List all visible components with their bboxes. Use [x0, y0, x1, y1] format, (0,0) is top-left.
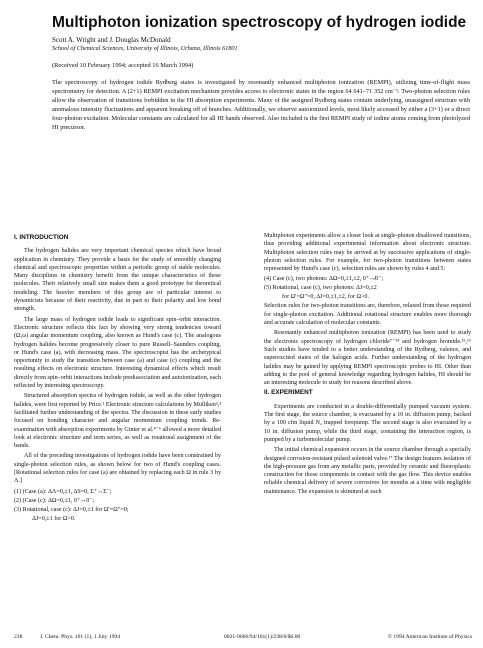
- page-footer: [14, 632, 472, 642]
- equation-1: (1) (Case (a): ΔΛ=0,±1, ΔS=0, Σ⁺↔Σ⁻;: [14, 488, 112, 495]
- author-affiliation: School of Chemical Sciences, University of Illinois, Urbana, Illinois 61801: [52, 45, 238, 52]
- section-heading-experiment: II. EXPERIMENT: [264, 389, 313, 397]
- section-heading-introduction: I. INTRODUCTION: [14, 234, 69, 241]
- page-number: 238: [14, 634, 23, 640]
- paragraph: The large mass of hydrogen iodide leads to significant spin–orbit interaction. Electronic structure reflects this fact by showing very strong tendencies toward (Ω,ω) angular momentum coupling, also known as Hund's case (c). The analogous hydrogen halides become progressively closer to pure Russell–Saunders coupling, or Hund's case (a), with decreasing mass. The spectroscopist has the archetypical opportunity to study the transition between case (a) and case (c) coupling and the resulting effects on electronic structure. Interesting dynamical effects which result directly from spin–orbit interactions include predissociation and autoionization, each reflected by interesting spectroscopy.: [14, 316, 221, 390]
- paragraph: The initial chemical expansion occurs in the source chamber through a specially designed corrosion-resistant pulsed solenoid valve.¹⁷ The design features isolation of the high-pressure gas from any metallic parts, provided by ceramic and fluoroplastic construction for those components in contact with the gas flow. This device enables reliable chemical delivery of severe corrosives for months at a time with negligible maintenance. The expansion is skimmed at each: [264, 447, 471, 495]
- received-dates: (Received 10 February 1994; accepted 16 March 1994): [52, 62, 194, 69]
- paragraph: Resonantly enhanced multiphoton ionization (REMPI) has been used to study the electronic spectroscopy of hydrogen chloride⁷⁻¹⁴ and hydrogen bromide.¹⁵,¹⁶ Such studies have tended to a better understanding of the Rydberg, valence, and superexcited states of the halogen acids. Further understanding of the hydrogen halides may be gained by applying REMPI spectroscopic probes to HI. Other than adding to the pool of general knowledge regarding hydrogen halides, HI should be an interesting molecule to study for reasons described above.: [264, 330, 471, 387]
- article-code: 0021-9606/94/101(1)/238/8/$6.00: [224, 634, 301, 640]
- article-authors: Scott A. Wright and J. Douglas McDonald: [52, 36, 171, 44]
- paragraph: All of the preceding investigations of hydrogen iodide have been constrained by single-photon selection rules, as shown below for two of Hund's coupling cases. [Rotational selection rules for case (a) are obtained by replacing each Ω in rule 3 by Λ.]: [14, 453, 221, 485]
- equation-4: (4) Case (c), two photons: ΔΩ=0,±1,±2, 0⁺↮0⁻;: [264, 276, 384, 283]
- article-abstract: The spectroscopy of hydrogen iodide Rydberg states is investigated by resonantly enhanced multiphoton ionization (REMPI), utilizing time-of-flight mass spectrometry for detection. A (2+1) REMPI excitation mechanism provides access to electronic states in the region 64 641–71 352 cm⁻¹. Two-photon selection rules allow the observation of transitions forbidden in the HI absorption experiments. Many of the assigned Rydberg states contain underlying, unassigned structure with anomalous intensity fluctuations and apparent breaking off of branches. Additionally, we observe autoionized levels, most likely accessed by either a (3+1) or a direct four-photon excitation. Molecular constants are calculated for all HI bands observed. Also included is the first REMPI study of iodine atoms coming from photolyzed HI precursor.: [52, 79, 470, 132]
- left-column: [14, 232, 221, 524]
- copyright-notice: © 1994 American Institute of Physics: [387, 634, 472, 640]
- journal-citation: J. Chem. Phys. 101 (1), 1 July 1994: [40, 634, 121, 640]
- equation-5: (5) Rotational, case (c), two photons: ΔJ=0,±2: [264, 285, 377, 292]
- paragraph: Experiments are conducted in a double-differentially pumped vacuum system. The first stage, the source chamber, is evacuated by a 10 in. diffusion pump, backed by a 100 cfm liquid N₂ trapped forepump. The second stage is also evacuated by a 10 in. diffusion pump, while the third stage, containing the interaction region, is pumped by a turbomolecular pump.: [264, 403, 471, 443]
- article-title: Multiphoton ionization spectroscopy of hydrogen iodide: [52, 14, 467, 31]
- paragraph: Multiphoton experiments allow a closer look at single-photon disallowed transitions, thus providing additional experimental information about electronic structure. Multiphoton selection rules may be arrived at by successive applications of single-photon selection rules. For example, for two-photon transitions between states represented by Hund's case (c), selection rules are shown by rules 4 and 5:: [264, 233, 471, 273]
- equation-3: (3) Rotational, case (c): ΔJ=0,±1 for Ω′=Ω″=0;: [14, 506, 129, 513]
- paragraph: Structured absorption spectra of hydrogen iodide, as well as the other hydrogen halides, were first reported by Price.¹ Electronic structure calculations by Mulliken²,³ facilitated further understanding of the spectra. The discussion in these early studies focused on bonding character and angular momentum coupling trends. Re-examination with absorption experiments by Ginter et al.⁴⁻⁶ allowed a more detailed look at electronic structure and term series, as well as rotational assignment of the bands.: [14, 393, 222, 450]
- equation-3-continued: ΔJ=0,±1 for Ω>0.: [32, 515, 76, 522]
- equation-2: (2) (Case (c): ΔΩ=0,±1, 0⁺↔0⁻;: [14, 497, 95, 504]
- right-column: [264, 232, 471, 498]
- equation-5-continued: for Ω′=Ω″=0, ΔJ=0,±1,±2, for Ω>0.: [282, 294, 370, 301]
- paragraph: The hydrogen halides are very important chemical species which have broad application in chemistry. They provide a basis for the study of smoothly changing chemical and spectroscopic properties within a periodic group of stable molecules. Many disciplines in chemistry benefit from the unique characteristics of these molecules. Their relatively small size makes them a good prototype for theoretical modeling. The heavier members of this group are of particular interest to dynamicists because of their reactivity, due in part to their polarity and low bond strength.: [14, 248, 221, 313]
- paragraph: Selection rules for two-photon transitions are, therefore, relaxed from those required for single-photon excitation. Additional rotational structure enables more thorough and accurate calculation of molecular constants.: [264, 303, 471, 327]
